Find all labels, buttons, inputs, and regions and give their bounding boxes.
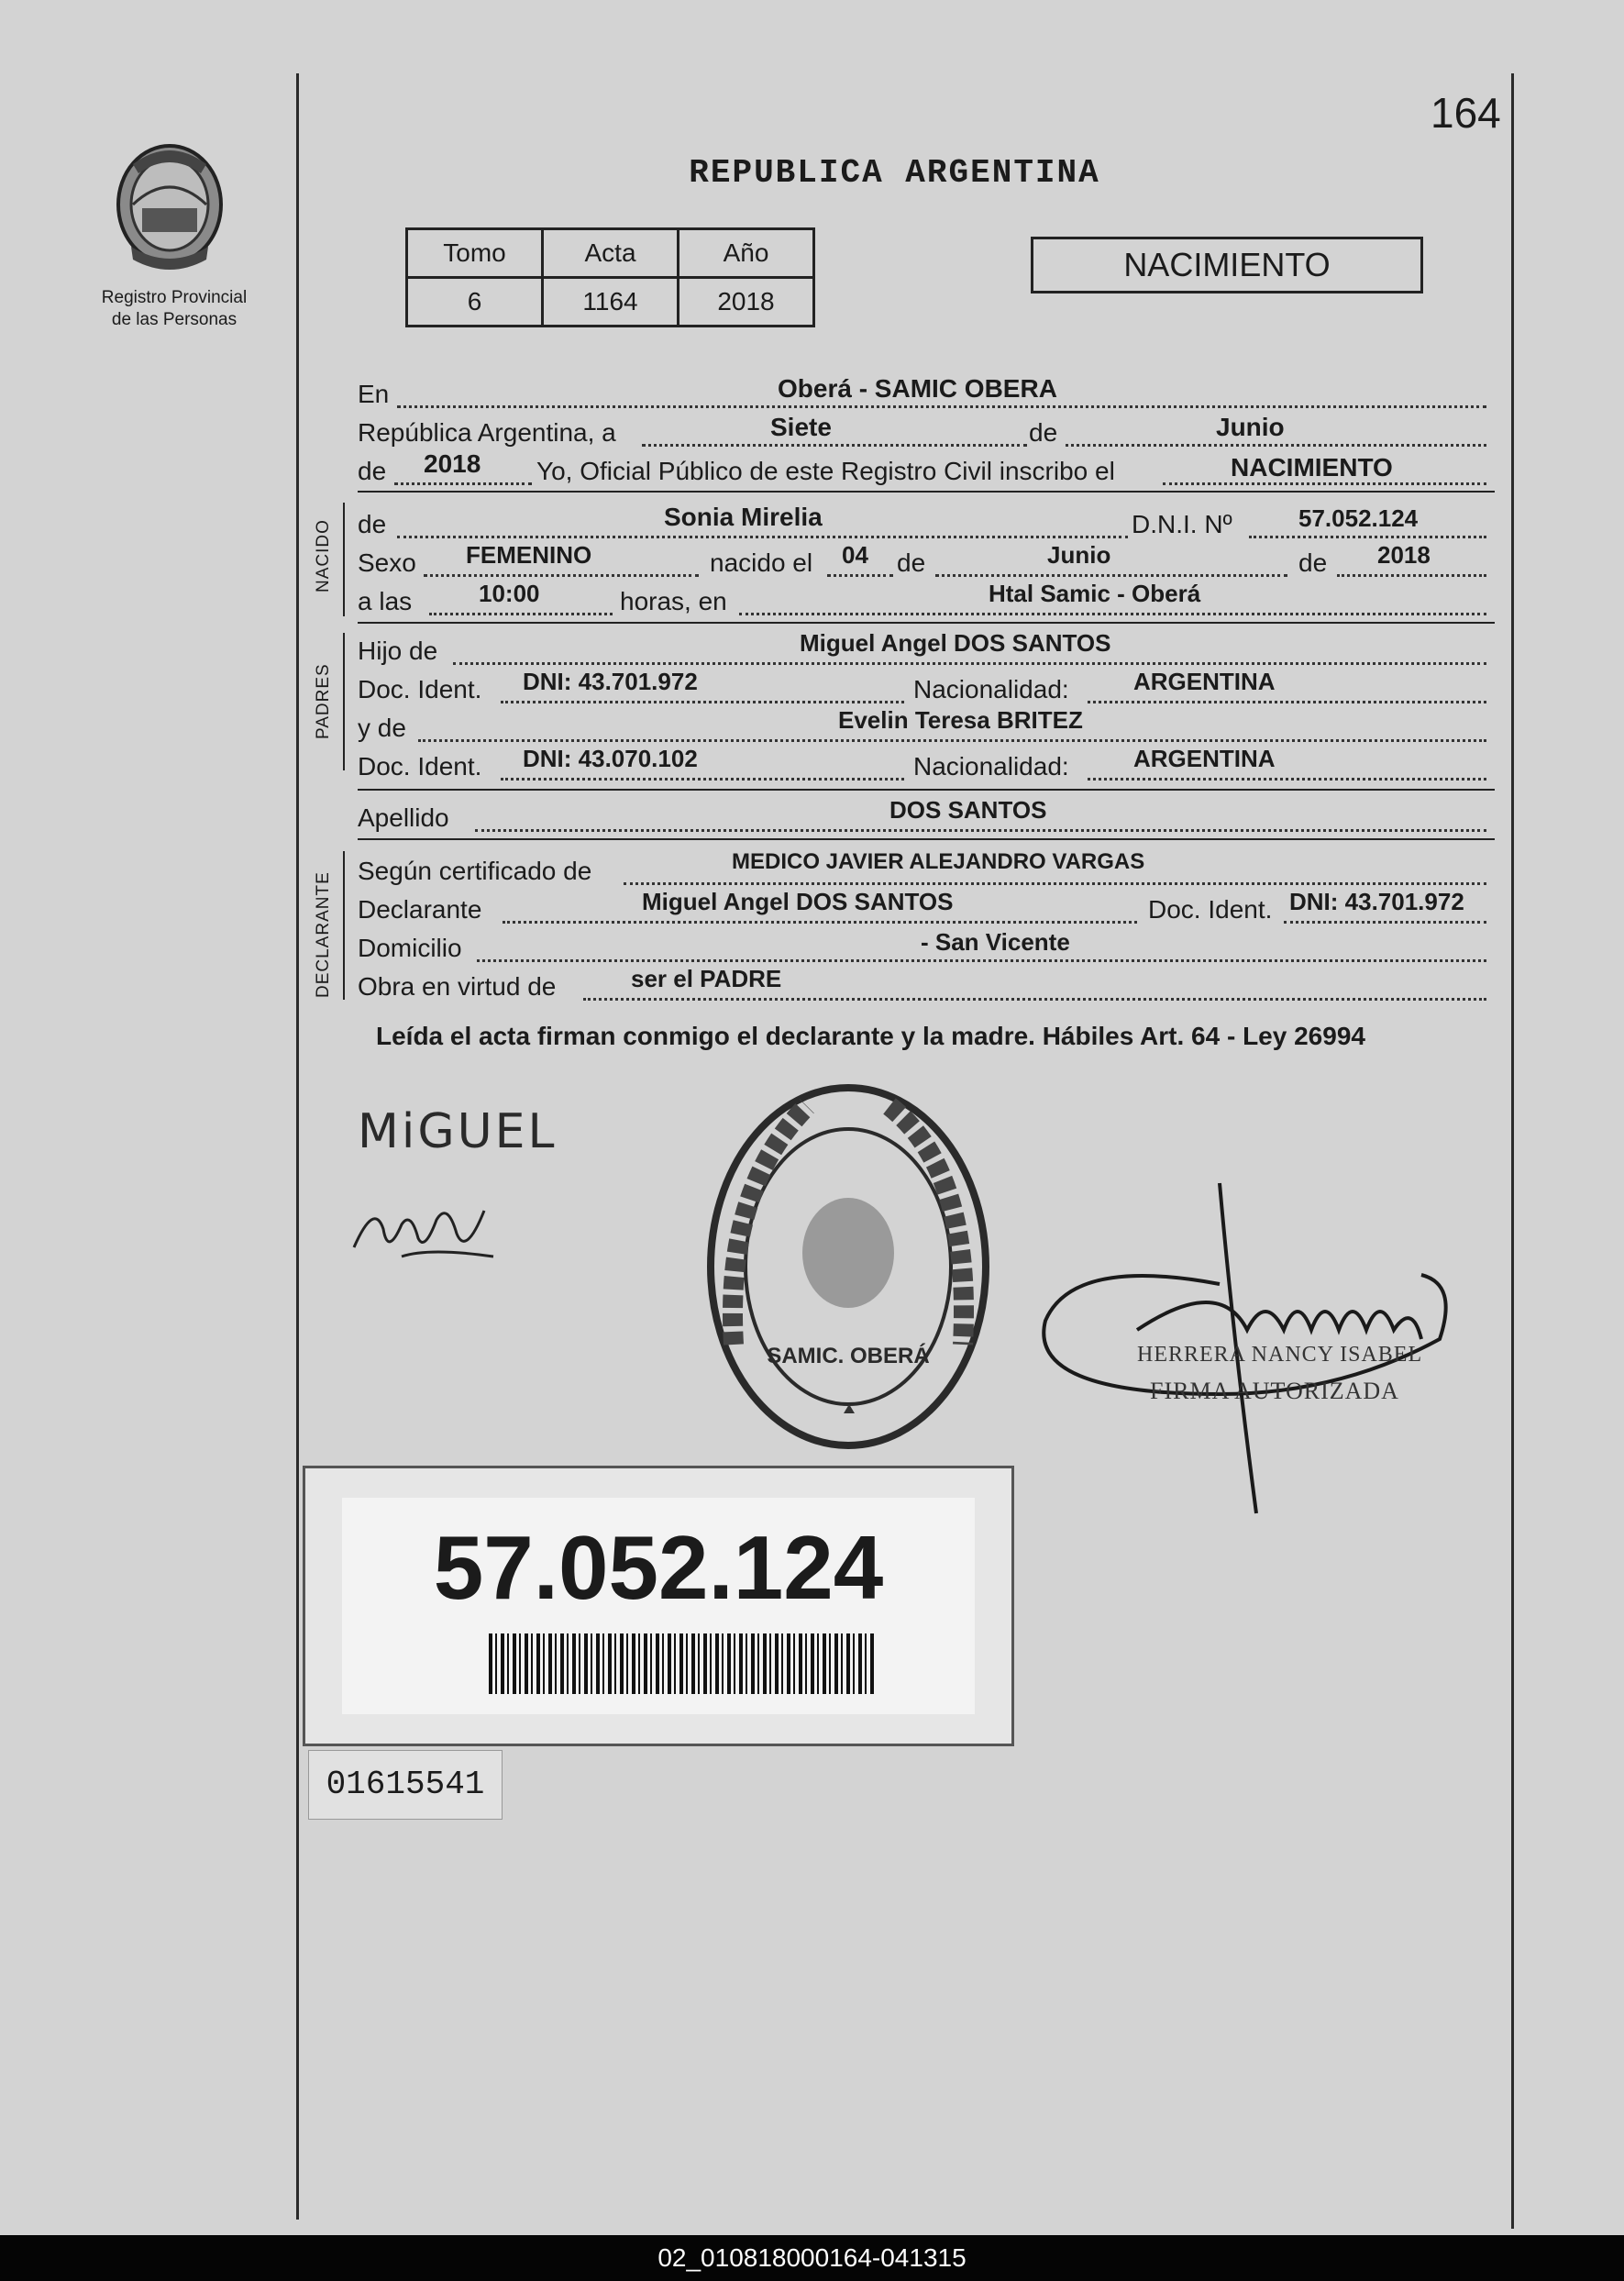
nacionalidad-label: Nacionalidad: [913,752,1069,781]
child-dni-value: 57.052.124 [1298,504,1419,532]
logo-caption: Registro Provincial de las Personas [101,288,248,329]
declarant-doc-value: DNI: 43.701.972 [1289,888,1464,915]
obra-value: ser el PADRE [631,965,782,992]
de-label: de [1029,418,1058,447]
father-doc-value: DNI: 43.701.972 [523,668,698,695]
section-bracket [343,503,345,616]
dotted-line [1337,574,1486,577]
legal-text: Leída el acta firman conmigo el declarante y la madre. Hábiles Art. 64 - Ley 26994 [376,1022,1365,1050]
dotted-line [429,613,613,615]
de-label: de [1298,548,1328,577]
dotted-line [1066,444,1486,447]
acta-header: Acta [543,229,679,278]
dotted-line [1088,778,1486,781]
certificate-value: MEDICO JAVIER ALEJANDRO VARGAS [732,849,1145,874]
sexo-label: Sexo [358,548,416,577]
dotted-line [418,739,1486,742]
birth-place-value: Htal Samic - Oberá [989,580,1201,607]
de-label: de [358,510,387,538]
dotted-line [642,444,1027,447]
dotted-line [501,701,904,703]
record-value: NACIMIENTO [1231,453,1393,482]
dotted-line [1088,701,1486,703]
mother-nationality-value: ARGENTINA [1133,745,1276,772]
section-rule [358,491,1495,493]
section-rule [358,622,1495,624]
dotted-line [1284,921,1486,924]
seal-inner-text: SAMIC. OBERÁ [767,1344,930,1368]
serial-number: 01615541 [308,1750,503,1820]
official-name-stamp: HERRERA NANCY ISABEL [1137,1343,1423,1367]
year-value: 2018 [424,449,481,478]
dotted-line [424,574,699,577]
section-rule [358,789,1495,791]
father-name-value: Miguel Angel DOS SANTOS [800,629,1111,657]
child-name-value: Sonia Mirelia [664,503,823,531]
dni-sticker-inner [342,1498,975,1714]
de-label: de [897,548,926,577]
birth-day-value: 04 [842,541,868,569]
record-type-box: NACIMIENTO [1031,237,1423,293]
sexo-value: FEMENINO [466,541,592,569]
hijo-de-label: Hijo de [358,637,438,665]
certificado-label: Según certificado de [358,857,592,885]
nacido-el-label: nacido el [710,548,813,577]
handwritten-name: MiGUEL [358,1104,558,1159]
dotted-line [453,662,1486,665]
dotted-line [935,574,1287,577]
registry-table [405,227,815,327]
mother-name-value: Evelin Teresa BRITEZ [838,706,1083,734]
dotted-line [503,921,1137,924]
father-nationality-value: ARGENTINA [1133,668,1276,695]
official-seal-icon [697,1069,1000,1455]
barcode [489,1633,874,1694]
document-title: REPUBLICA ARGENTINA [689,154,1100,192]
footer-code: 02_010818000164-041315 [0,2235,1624,2281]
birth-year-value: 2018 [1377,541,1431,569]
anio-header: Año [679,229,814,278]
mother-doc-value: DNI: 43.070.102 [523,745,698,772]
dotted-line [1249,536,1486,538]
dotted-line [739,613,1486,615]
y-de-label: y de [358,714,406,742]
day-value: Siete [770,413,832,441]
mother-signature-icon [347,1192,503,1275]
section-rule [358,838,1495,840]
tomo-value: 6 [407,278,543,327]
domicilio-value: - San Vicente [921,928,1070,956]
dotted-line [397,405,1486,408]
en-label: En [358,380,390,408]
dotted-line [501,778,904,781]
section-bracket [343,633,345,770]
acta-value: 1164 [543,278,679,327]
official-role-stamp: FIRMA AUTORIZADA [1150,1378,1399,1404]
section-bracket [343,851,345,1000]
domicilio-label: Domicilio [358,934,462,962]
apellido-label: Apellido [358,803,449,832]
doc-ident-label: Doc. Ident. [1148,895,1273,924]
apellido-value: DOS SANTOS [889,796,1047,824]
nacido-section-label: NACIDO [314,519,333,592]
en-value: Oberá - SAMIC OBERA [778,374,1057,403]
doc-ident-label: Doc. Ident. [358,675,482,703]
dotted-line [1163,482,1486,485]
page-number: 164 [1431,89,1501,137]
doc-ident-label: Doc. Ident. [358,752,482,781]
right-margin-rule [1511,73,1514,2229]
dotted-line [397,536,1128,538]
a-las-label: a las [358,587,413,615]
month-value: Junio [1216,413,1285,441]
dni-sticker [303,1466,1014,1746]
nacionalidad-label: Nacionalidad: [913,675,1069,703]
dotted-line [477,959,1486,962]
birth-time-value: 10:00 [479,580,540,607]
dotted-line [624,882,1486,885]
declarant-name-value: Miguel Angel DOS SANTOS [642,888,954,915]
birth-month-value: Junio [1047,541,1111,569]
horas-en-label: horas, en [620,587,727,615]
dni-label: D.N.I. Nº [1132,510,1232,538]
tomo-header: Tomo [407,229,543,278]
obra-label: Obra en virtud de [358,972,557,1001]
anio-value: 2018 [679,278,814,327]
dni-sticker-number: 57.052.124 [433,1517,884,1618]
declarante-section-label: DECLARANTE [314,871,333,998]
padres-section-label: PADRES [314,663,333,739]
dotted-line [827,574,893,577]
dotted-line [394,482,532,485]
left-margin-rule [296,73,299,2220]
dotted-line [475,829,1486,832]
de-year-label: de [358,457,387,485]
declarante-label: Declarante [358,895,482,924]
republica-label: República Argentina, a [358,418,616,447]
dotted-line [583,998,1486,1001]
officer-text: Yo, Oficial Público de este Registro Civil inscribo el [536,457,1115,485]
